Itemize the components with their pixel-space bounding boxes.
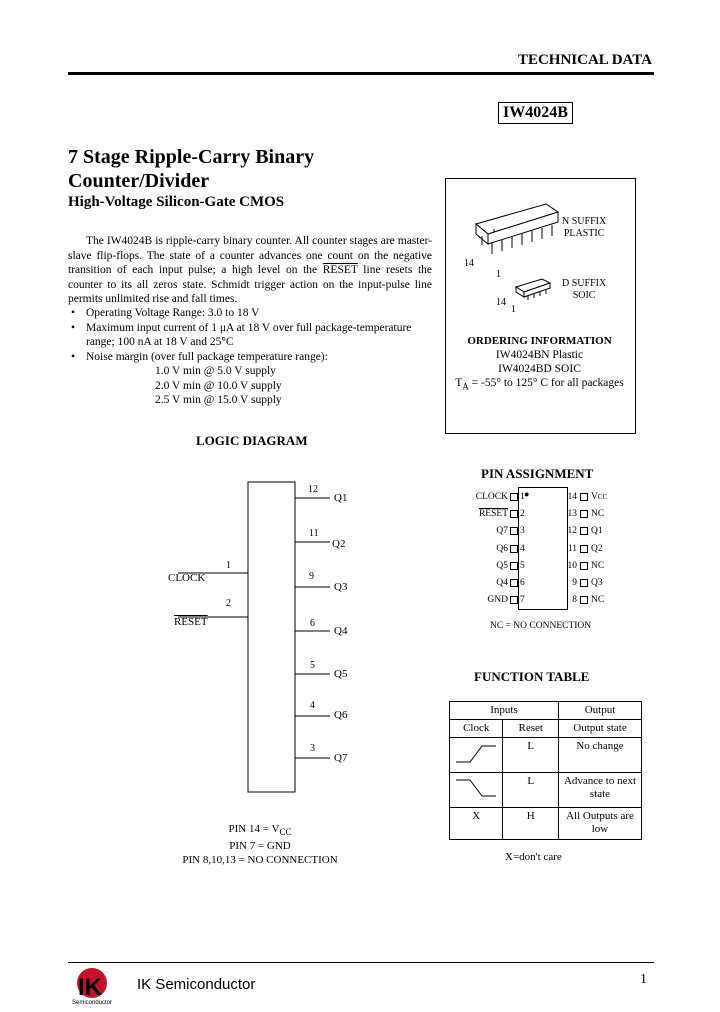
pin-lead	[580, 527, 588, 535]
company-name: IK Semiconductor	[137, 976, 256, 993]
falling-edge-icon	[450, 773, 503, 808]
pin-row	[563, 488, 643, 505]
pin-label: Q3	[591, 578, 603, 589]
temp-t: T	[455, 377, 463, 389]
description-part-2: line resets the counter to its all zeros state. Schmidt trigger action on the input-pulse line permits unlimited rise and fall times.	[68, 264, 432, 305]
pin-assignment-note: NC = NO CONNECTION	[490, 621, 592, 631]
input-reset-label	[174, 616, 208, 628]
ordering-title: ORDERING INFORMATION	[467, 335, 612, 347]
d-suffix-text: D SUFFIX	[562, 278, 607, 289]
header-clock: Clock	[450, 720, 503, 738]
output-label: Q4	[334, 625, 348, 637]
pin-lead	[510, 596, 518, 604]
pin-lead	[580, 562, 588, 570]
pin-lead	[580, 545, 588, 553]
page-number: 1	[640, 972, 647, 987]
pin-row	[458, 505, 528, 522]
page-title	[68, 145, 388, 193]
pin-row	[458, 557, 528, 574]
pin-lead	[580, 596, 588, 604]
note-gnd: PIN 7 = GND	[229, 840, 291, 853]
bullet-noise: • Noise margin (over full package temperature range):	[68, 350, 438, 365]
header-rule	[68, 72, 654, 75]
noise-value: 2.5 V min @ 15.0 V supply	[155, 394, 282, 406]
pin-label: Q1	[591, 526, 603, 537]
pin-row	[563, 574, 643, 591]
pin-row	[458, 523, 528, 540]
pin-number: 8	[572, 595, 577, 606]
pin-number: 4	[520, 543, 525, 554]
pin-lead	[580, 579, 588, 587]
pin-lead	[510, 579, 518, 587]
d-suffix-label	[562, 278, 606, 302]
output-pin: 4	[310, 700, 315, 711]
table-row	[450, 773, 642, 808]
function-table-title: FUNCTION TABLE	[474, 669, 590, 684]
pin-label: Q6	[496, 543, 508, 554]
feature-list	[68, 306, 438, 408]
pin-label: Q4	[496, 578, 508, 589]
header-inputs: Inputs	[450, 702, 559, 720]
noise-value: 2.0 V min @ 10.0 V supply	[155, 379, 282, 392]
part-number: IW4024B	[498, 102, 573, 124]
d-suffix-type: SOIC	[572, 290, 596, 301]
header-reset: Reset	[503, 720, 559, 738]
pin-row	[563, 592, 643, 609]
input-clock-pin: 1	[226, 560, 231, 571]
note-vcc	[150, 822, 370, 839]
pin-number: 2	[520, 508, 525, 519]
logic-diagram	[160, 470, 360, 810]
pin-left-column	[458, 488, 528, 609]
pin-label: NC	[591, 595, 605, 606]
pin1-dot-icon: ●	[524, 489, 530, 499]
soic-pin1-label: 1	[511, 304, 516, 315]
function-table-note: X=don't care	[505, 851, 562, 863]
output-pin: 11	[309, 528, 319, 539]
pin-lead	[510, 545, 518, 553]
pin-row	[563, 523, 643, 540]
pin-number: 10	[567, 560, 577, 571]
table-row	[450, 738, 642, 773]
pin-label: RESET	[478, 508, 508, 519]
pin-label: V	[591, 491, 598, 502]
pin-label: Q5	[496, 560, 508, 571]
page-subtitle: High-Voltage Silicon-Gate CMOS	[68, 194, 285, 210]
cell-reset: L	[503, 738, 559, 773]
output-pin: 12	[308, 484, 318, 495]
temp-sub: A	[462, 381, 469, 392]
cell-reset: L	[503, 773, 559, 808]
ordering-temp	[445, 377, 634, 391]
cell-output: Advance to next state	[559, 773, 642, 808]
pin-label: GND	[487, 595, 508, 606]
pin-number: 7	[520, 595, 525, 606]
cell-clock: X	[450, 808, 503, 840]
logo-caption: Semiconductor	[72, 1000, 113, 1005]
pin-lead	[580, 493, 588, 501]
bullet-voltage: • Operating Voltage Range: 3.0 to 18 V	[68, 306, 438, 321]
pin-lead	[510, 562, 518, 570]
ordering-line-2: IW4024BD SOIC	[498, 363, 581, 375]
dip-pin14-label: 14	[464, 258, 474, 269]
note-vcc-sub: CC	[279, 827, 292, 838]
pin-number: 13	[567, 508, 577, 519]
pin-row	[458, 592, 528, 609]
logic-diagram-title: LOGIC DIAGRAM	[196, 433, 308, 448]
pin-row	[458, 540, 528, 557]
output-label: Q7	[334, 752, 348, 764]
dip-pin1-label: 1	[496, 269, 501, 280]
table-row	[450, 702, 642, 720]
pin-lead	[510, 493, 518, 501]
input-clock-label: CLOCK	[168, 572, 206, 584]
pin-lead	[510, 527, 518, 535]
n-suffix-label	[562, 216, 606, 240]
output-pin: 6	[310, 618, 315, 629]
pin-right-column	[563, 488, 643, 609]
pin-label: CLOCK	[475, 491, 508, 502]
reset-text: RESET	[174, 616, 208, 628]
pin-lead	[510, 510, 518, 518]
header-output-group: Output	[559, 702, 642, 720]
bullet-current: • Maximum input current of 1 μA at 18 V over full package-temperature range; 100 nA at 18 V and 25°C	[68, 321, 438, 350]
pin-number: 1	[520, 491, 525, 502]
table-row	[450, 720, 642, 738]
description	[68, 234, 432, 307]
pin-lead	[580, 510, 588, 518]
logic-diagram-notes	[150, 822, 370, 867]
pin-number: 3	[520, 526, 525, 537]
pin-assignment-title: PIN ASSIGNMENT	[481, 466, 594, 481]
logo-text: IK	[78, 974, 102, 1001]
description-part-1: The IW4024B is ripple-carry binary counter. All counter stages are master-slave flip-flops. The state of a counter advances one count on the negative transition of each input pulse; a high level on the	[68, 235, 432, 276]
company-logo	[70, 965, 132, 1005]
cell-output: No change	[559, 738, 642, 773]
pin-number: 14	[567, 491, 577, 502]
reset-overline-word: RESET	[322, 264, 358, 276]
function-table	[449, 701, 642, 840]
pin-label: Q2	[591, 543, 603, 554]
n-suffix-text: N SUFFIX	[562, 216, 607, 227]
counter-block	[248, 482, 295, 792]
input-reset-pin: 2	[226, 598, 231, 609]
pin-number: 11	[567, 543, 577, 554]
ordering-line-1: IW4024BN Plastic	[495, 349, 584, 361]
dip-package-icon	[476, 204, 558, 254]
pin-row	[563, 540, 643, 557]
pin-label: NC	[591, 508, 605, 519]
pin-row	[458, 488, 528, 505]
output-label: Q2	[332, 538, 346, 550]
temp-rest: = -55° to 125° C for all packages	[468, 377, 624, 389]
package-drawings	[446, 179, 633, 329]
pin-row	[458, 574, 528, 591]
cell-reset: H	[503, 808, 559, 840]
pin-number: 12	[567, 526, 577, 537]
cell-output: All Outputs are low	[559, 808, 642, 840]
pin-label-sub: CC	[597, 492, 608, 501]
note-nc: PIN 8,10,13 = NO CONNECTION	[182, 854, 338, 867]
pin-number: 6	[520, 578, 525, 589]
header-output: Output state	[559, 720, 642, 738]
pin-number: 9	[572, 578, 577, 589]
n-suffix-type: PLASTIC	[563, 228, 605, 239]
title-line-2: Counter/Divider	[68, 170, 210, 192]
footer-rule	[68, 962, 654, 963]
output-label: Q1	[334, 492, 348, 504]
table-row	[450, 808, 642, 840]
output-pin: 5	[310, 660, 315, 671]
output-label: Q5	[334, 668, 348, 680]
output-label: Q6	[334, 709, 348, 721]
header-label: TECHNICAL DATA	[517, 52, 652, 68]
pin-row	[563, 505, 643, 522]
pin-number: 5	[520, 560, 525, 571]
pin-label: Q7	[496, 526, 508, 537]
noise-value: 1.0 V min @ 5.0 V supply	[155, 365, 276, 377]
pin-label: NC	[591, 560, 605, 571]
soic-pin14-label: 14	[496, 297, 506, 308]
output-label: Q3	[334, 581, 348, 593]
pin-row	[563, 557, 643, 574]
title-line-1: 7 Stage Ripple-Carry Binary	[68, 146, 315, 168]
output-pin: 3	[310, 743, 315, 754]
soic-package-icon	[516, 279, 550, 300]
note-vcc-text: PIN 14 = V	[228, 823, 280, 835]
output-pin: 9	[309, 571, 314, 582]
rising-edge-icon	[450, 738, 503, 773]
